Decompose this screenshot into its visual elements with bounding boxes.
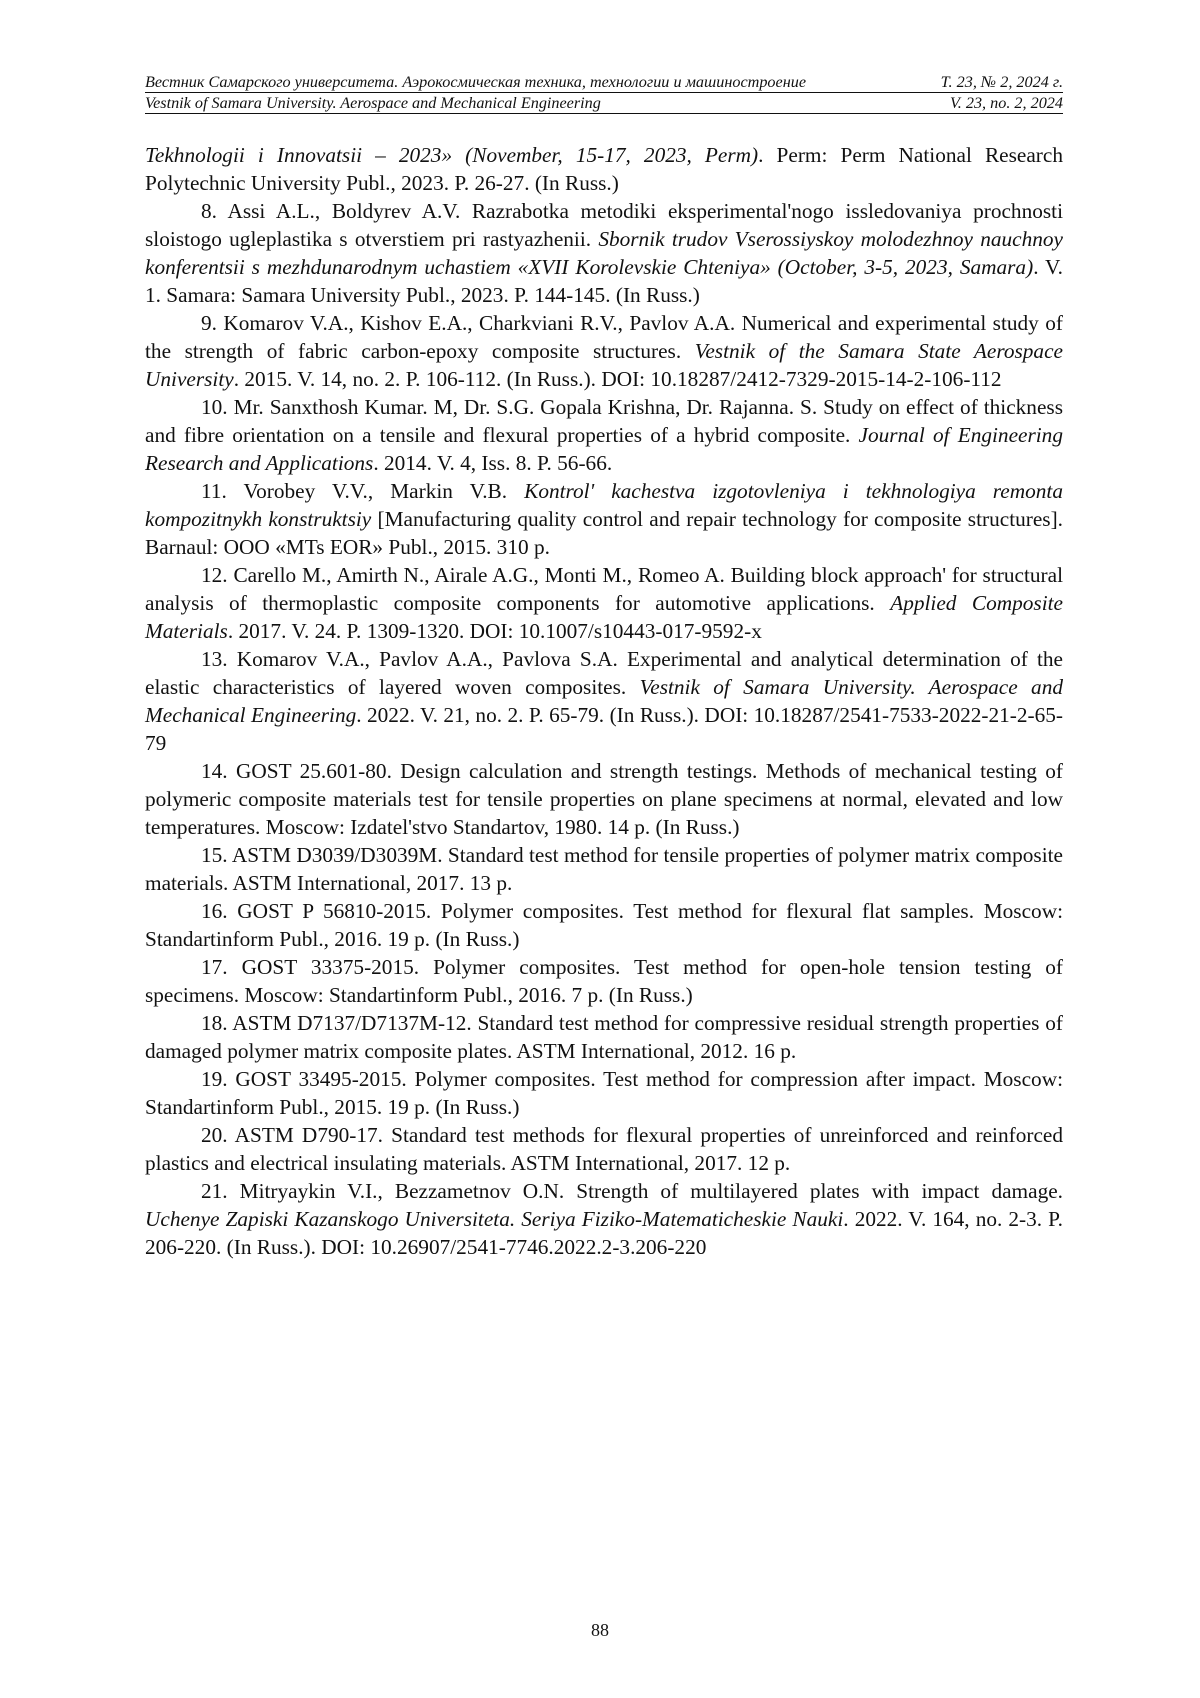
reference-text: 9. Komarov V.A., Kishov E.A., Charkviani R.V., Pavlov A.A. Numerical and experimental study of the strength of fabric carbon-epoxy composite structures.: [145, 311, 1063, 363]
reference-item-17: [145, 953, 1063, 1009]
reference-item-16: [145, 897, 1063, 953]
reference-item-13: [145, 645, 1063, 757]
reference-details: . 2022. V. 164, no. 2-3. P. 206-220. (In Russ.). DOI: 10.26907/2541-7746.2022.2-3.206-220: [145, 1207, 1063, 1259]
reference-details: . V. 1. Samara: Samara University Publ., 2023. P. 144-145. (In Russ.): [145, 255, 1063, 307]
reference-details: . Perm: Perm National Research Polytechnic University Publ., 2023. P. 26-27. (In Russ.): [145, 143, 1063, 195]
reference-item-21: [145, 1177, 1063, 1261]
reference-list: [145, 141, 1063, 1261]
journal-title-en: Vestnik of Samara University. Aerospace and Mechanical Engineering: [145, 94, 601, 112]
reference-source: Uchenye Zapiski Kazanskogo Universiteta. Seriya Fiziko-Matematicheskie Nauki: [145, 1207, 844, 1231]
reference-text: 12. Carello M., Amirth N., Airale A.G., Monti M., Romeo A. Building block approach' for structural analysis of thermoplastic composite components for automotive applications.: [145, 563, 1063, 615]
reference-text: 14. GOST 25.601-80. Design calculation and strength testings. Methods of mechanical testing of polymeric composite materials test for tensile properties on plane specimens at normal, elevated and low temperatures. Moscow: Izdatel'stvo Standartov, 1980. 14 p. (In Russ.): [145, 759, 1063, 839]
reference-item-20: [145, 1121, 1063, 1177]
reference-item-11: [145, 477, 1063, 561]
reference-text: 11. Vorobey V.V., Markin V.B.: [201, 479, 525, 503]
page-number: 88: [591, 1620, 609, 1640]
reference-details: . 2017. V. 24. P. 1309-1320. DOI: 10.1007/s10443-017-9592-x: [227, 619, 762, 643]
reference-text: 13. Komarov V.A., Pavlov A.A., Pavlova S.A. Experimental and analytical determination of the elastic characteristics of layered woven composites.: [145, 647, 1063, 699]
issue-info-en: V. 23, no. 2, 2024: [949, 94, 1063, 112]
header-line-english: [145, 93, 1063, 114]
reference-item-15: [145, 841, 1063, 897]
reference-text: 15. ASTM D3039/D3039M. Standard test method for tensile properties of polymer matrix composite materials. ASTM International, 2017. 13 p.: [145, 843, 1063, 895]
reference-item-12: [145, 561, 1063, 645]
issue-info-ru: Т. 23, № 2, 2024 г.: [940, 73, 1063, 91]
reference-source: Applied Composite Materials: [145, 591, 1063, 643]
reference-item-9: [145, 309, 1063, 393]
reference-source: Vestnik of Samara University. Aerospace and Mechanical Engineering: [145, 675, 1063, 727]
reference-item-18: [145, 1009, 1063, 1065]
reference-text: 10. Mr. Sanxthosh Kumar. M, Dr. S.G. Gopala Krishna, Dr. Rajanna. S. Study on effect of thickness and fibre orientation on a tensile and flexural properties of a hybrid composite.: [145, 395, 1063, 447]
reference-text: 21. Mitryaykin V.I., Bezzametnov O.N. Strength of multilayered plates with impact damage.: [201, 1179, 1063, 1203]
reference-source: Tekhnologii i Innovatsii – 2023» (November, 15-17, 2023, Perm): [145, 143, 759, 167]
reference-item-19: [145, 1065, 1063, 1121]
reference-source: Vestnik of the Samara State Aerospace University: [145, 339, 1063, 391]
journal-title-ru: Вестник Самарского университета. Аэрокосмическая техника, технологии и машиностроение: [145, 73, 807, 91]
reference-details: . 2015. V. 14, no. 2. P. 106-112. (In Russ.). DOI: 10.18287/2412-7329-2015-14-2-106-112: [233, 367, 1002, 391]
reference-text: 8. Assi A.L., Boldyrev A.V. Razrabotka metodiki eksperimental'nogo issledovaniya prochnosti sloistogo ugleplastika s otverstiem pri rastyazhenii.: [145, 199, 1063, 251]
reference-item-14: [145, 757, 1063, 841]
reference-source: Sbornik trudov Vserossiyskoy molodezhnoy nauchnoy konferentsii s mezhdunarodnym uchastiem «XVII Korolevskie Chteniya» (October, 3-5, 2023, Samara): [145, 227, 1064, 279]
reference-item-7-continued: [145, 141, 1063, 197]
reference-source: Journal of Engineering Research and Applications: [145, 423, 1063, 475]
running-header: [145, 72, 1063, 114]
reference-text: 18. ASTM D7137/D7137M-12. Standard test method for compressive residual strength properties of damaged polymer matrix composite plates. ASTM International, 2012. 16 p.: [145, 1011, 1063, 1063]
reference-source: Kontrol' kachestva izgotovleniya i tekhnologiya remonta kompozitnykh konstruktsiy: [145, 479, 1063, 531]
reference-details: . 2014. V. 4, Iss. 8. P. 56-66.: [373, 451, 613, 475]
reference-text: 16. GOST P 56810-2015. Polymer composites. Test method for flexural flat samples. Moscow: Standartinform Publ., 2016. 19 p. (In Russ.): [145, 899, 1063, 951]
header-line-russian: [145, 72, 1063, 93]
reference-item-8: [145, 197, 1063, 309]
reference-text: 19. GOST 33495-2015. Polymer composites. Test method for compression after impact. Moscow: Standartinform Publ., 2015. 19 p. (In Russ.): [145, 1067, 1063, 1119]
reference-details: [Manufacturing quality control and repair technology for composite structures]. Barnaul: OOO «MTs EOR» Publ., 2015. 310 p.: [145, 507, 1064, 559]
reference-text: 20. ASTM D790-17. Standard test methods for flexural properties of unreinforced and reinforced plastics and electrical insulating materials. ASTM International, 2017. 12 p.: [145, 1123, 1063, 1175]
reference-text: 17. GOST 33375-2015. Polymer composites. Test method for open-hole tension testing of specimens. Moscow: Standartinform Publ., 2016. 7 p. (In Russ.): [145, 955, 1063, 1007]
reference-item-10: [145, 393, 1063, 477]
reference-details: . 2022. V. 21, no. 2. P. 65-79. (In Russ.). DOI: 10.18287/2541-7533-2022-21-2-65-79: [145, 703, 1063, 755]
